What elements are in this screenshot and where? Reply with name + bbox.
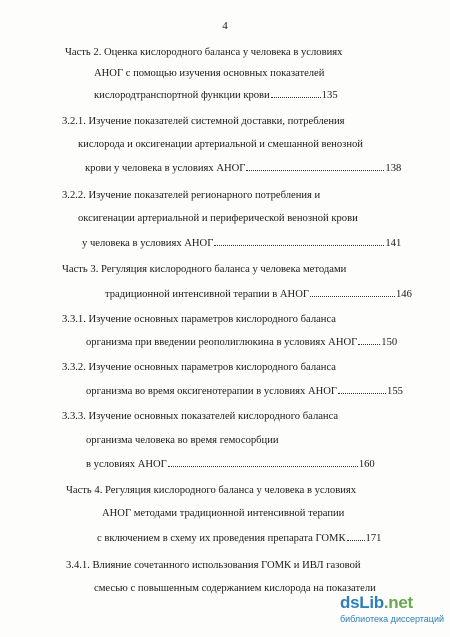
toc-line bbox=[105, 288, 412, 301]
toc-line bbox=[86, 385, 403, 398]
dot-leader bbox=[347, 539, 365, 541]
toc-line bbox=[86, 434, 279, 447]
toc-line bbox=[78, 138, 363, 151]
toc-page-ref: 171 bbox=[365, 533, 382, 544]
toc-text: крови у человека в условиях АНОГ bbox=[85, 163, 246, 174]
toc-text: кислорода и оксигенации артериальной и смешанной венозной bbox=[78, 139, 363, 150]
toc-text: 3.4.1. Влияние сочетанного использования ГОМК и ИВЛ газовой bbox=[66, 560, 361, 571]
toc-line bbox=[94, 582, 376, 595]
toc-text: традиционной интенсивной терапии в АНОГ bbox=[105, 289, 309, 300]
toc-page-ref: 146 bbox=[395, 289, 412, 300]
toc-line bbox=[94, 67, 324, 80]
toc-line bbox=[66, 559, 361, 572]
toc-line bbox=[62, 189, 320, 202]
toc-text: АНОГ с помощью изучения основных показателей bbox=[94, 68, 325, 79]
toc-text: 3.3.3. Изучение основных показателей кислородного баланса bbox=[62, 411, 339, 422]
toc-line bbox=[97, 532, 381, 545]
dot-leader bbox=[214, 244, 384, 246]
toc-page-ref: 141 bbox=[385, 238, 402, 249]
dot-leader bbox=[246, 169, 384, 171]
toc-line bbox=[62, 410, 338, 423]
dot-leader bbox=[168, 465, 358, 467]
logo-main-text: dsLib bbox=[340, 593, 384, 612]
dot-leader bbox=[310, 295, 395, 297]
toc-text: Часть 4. Регуляция кислородного баланса у человека в условиях bbox=[66, 485, 357, 496]
dot-leader bbox=[358, 343, 380, 345]
toc-text: 3.2.2. Изучение показателей регионарного потребления и bbox=[62, 190, 321, 201]
toc-line bbox=[94, 89, 338, 102]
dslib-logo bbox=[340, 593, 413, 613]
toc-text: Часть 2. Оценка кислородного баланса у человека в условиях bbox=[65, 47, 343, 58]
toc-page-ref: 150 bbox=[381, 337, 398, 348]
toc-line bbox=[86, 458, 375, 471]
toc-text: организма при введении реополиглюкина в условиях АНОГ bbox=[86, 337, 358, 348]
toc-text: организма во время оксигенотерапии в условиях АНОГ bbox=[86, 386, 338, 397]
toc-text: в условиях АНОГ bbox=[86, 459, 167, 470]
watermark-subtitle: библиотека диссертаций bbox=[340, 614, 445, 624]
toc-line bbox=[66, 484, 356, 497]
toc-text: с включением в схему их проведения препарата ГОМК bbox=[97, 533, 346, 544]
toc-text: 3.2.1. Изучение показателей системной доставки, потребления bbox=[62, 116, 345, 127]
toc-text: кислородтранспортной функции крови bbox=[94, 90, 270, 101]
page-number: 4 bbox=[222, 20, 228, 32]
toc-line bbox=[86, 336, 397, 349]
toc-page-ref: 160 bbox=[358, 459, 375, 470]
dot-leader bbox=[338, 392, 386, 394]
toc-line bbox=[62, 115, 345, 128]
toc-page-ref: 135 bbox=[321, 90, 338, 101]
toc-text: организма человека во время гемосорбции bbox=[86, 435, 279, 446]
toc-text: 3.3.2. Изучение основных параметров кислородного баланса bbox=[62, 362, 337, 373]
dot-leader bbox=[271, 96, 321, 98]
toc-page-ref: 138 bbox=[385, 163, 402, 174]
toc-text: АНОГ методами традиционной интенсивной терапии bbox=[102, 508, 345, 519]
toc-line bbox=[85, 162, 401, 175]
toc-line bbox=[82, 237, 401, 250]
toc-line bbox=[62, 263, 346, 276]
toc-text: у человека в условиях АНОГ bbox=[82, 238, 214, 249]
toc-page-ref: 155 bbox=[387, 386, 403, 397]
toc-line bbox=[62, 313, 336, 326]
toc-text: смесью с повышенным содержанием кислорода на показатели bbox=[94, 583, 376, 594]
toc-text: оксигенации артериальной и периферической венозной крови bbox=[78, 213, 358, 224]
logo-tld-text: .net bbox=[383, 593, 413, 612]
dslib-watermark bbox=[340, 593, 445, 629]
toc-line bbox=[78, 212, 358, 225]
toc-line bbox=[102, 507, 344, 520]
toc-text: 3.3.1. Изучение основных параметров кислородного баланса bbox=[62, 314, 337, 325]
toc-line bbox=[65, 46, 342, 59]
toc-line bbox=[62, 361, 336, 374]
toc-text: Часть 3. Регуляция кислородного баланса у человека методами bbox=[62, 264, 347, 275]
